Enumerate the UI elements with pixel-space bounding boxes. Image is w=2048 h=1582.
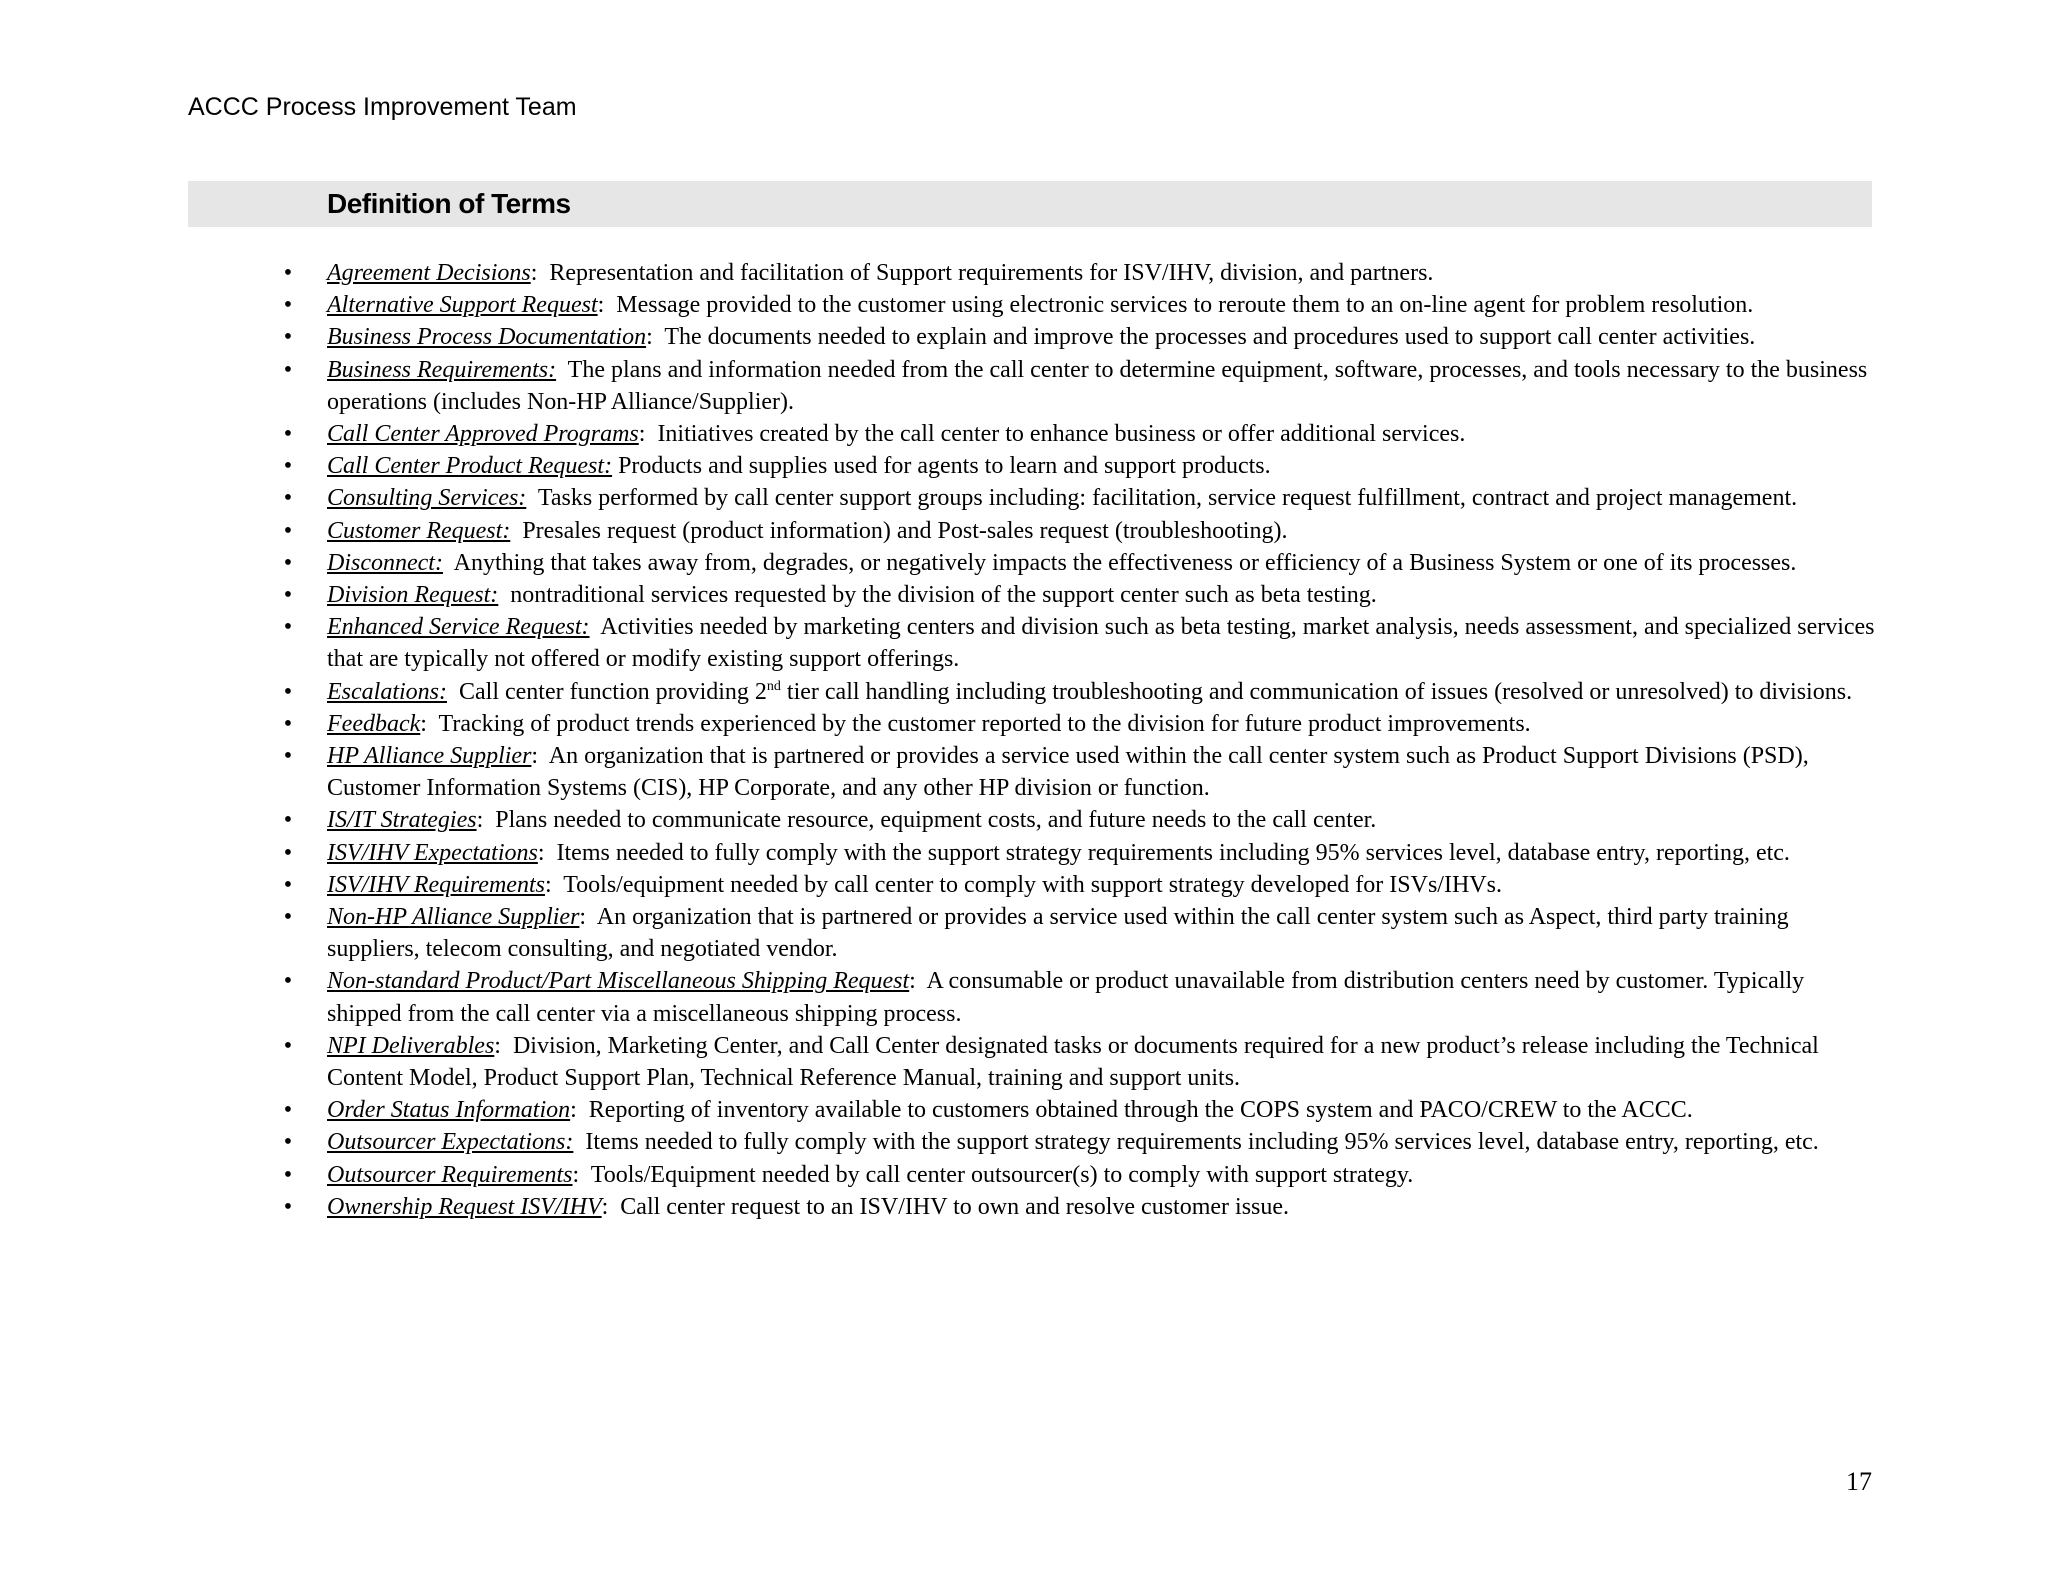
bullet-icon: • [283,421,293,448]
bullet-icon: • [283,260,293,286]
term-item [283,901,1875,965]
term-description: Items needed to fully comply with the support strategy requirements including 95% services level, database entry, reporting, etc. [556,839,1790,866]
term-item [283,708,1875,740]
term-separator [556,357,568,383]
term-description: Representation and facilitation of Support requirements for ISV/IHV, division, and partners. [549,260,1434,286]
term-description: Items needed to fully comply with the support strategy requirements including 95% services level, database entry, reporting, etc. [585,1129,1819,1156]
bullet-icon: • [283,678,293,705]
term-separator: : [420,710,439,737]
bullet-icon: • [283,453,293,480]
term-description: Products and supplies used for agents to learn and support products. [618,453,1271,480]
term-item [283,1159,1875,1191]
term-description-part: Call center function providing 2 [459,678,767,705]
term-name: Division Request: [327,582,499,609]
term-name: Alternative Support Request [327,292,598,319]
term-separator: : [597,292,617,319]
bullet-icon: • [283,839,293,866]
term-item [283,1126,1875,1158]
term-separator: : [601,1193,621,1220]
term-name: Ownership Request ISV/IHV [327,1193,602,1220]
term-name: Call Center Approved Programs [327,421,639,448]
term-name: Escalations: [327,678,447,705]
term-description [459,679,1852,705]
bullet-icon: • [283,710,293,737]
term-separator: : [494,1032,513,1059]
term-name: Order Status Information [327,1097,571,1124]
term-item [283,804,1875,836]
term-item [283,837,1875,869]
bullet-icon: • [283,871,293,898]
term-separator [510,518,522,544]
term-name: Feedback [327,710,421,737]
bullet-icon: • [283,356,293,383]
term-separator: : [572,1161,591,1188]
bullet-icon: • [283,807,293,834]
ordinal-superscript: nd [766,678,781,694]
term-description-part: tier call handling including troubleshooting and communication of issues (resolved or unresolved) to divisions. [780,678,1853,705]
term-description: An organization that is partnered or provides a service used within the call center system such as Aspect, third party training suppliers, telecom consulting, and negotiated vendor. [327,904,1789,963]
bullet-icon: • [283,324,293,351]
term-separator [443,550,454,576]
term-item [283,515,1875,547]
term-description: An organization that is partnered or provides a service used within the call center system such as Product Support Divisions (PSD), Customer Information Systems (CIS), HP Corporate, and any other HP division or function. [327,743,1809,802]
bullet-icon: • [283,292,293,319]
term-separator: : [476,807,496,834]
term-separator: : [544,871,564,898]
term-description: Reporting of inventory available to customers obtained through the COPS system and PACO/CREW to the ACCC. [588,1097,1693,1124]
page-number: 17 [1846,1467,1872,1496]
term-name: Call Center Product Request: [327,453,613,480]
term-description: nontraditional services requested by the division of the support center such as beta testing. [510,582,1377,609]
term-description: Division, Marketing Center, and Call Center designated tasks or documents required for a new product’s release including the Technical Content Model, Product Support Plan, Technical Reference Manual, training and support units. [327,1032,1819,1092]
term-name: Non-standard Product/Part Miscellaneous Shipping Request [327,968,910,995]
term-name: Agreement Decisions [327,260,531,286]
term-name: Outsourcer Expectations: [327,1129,574,1156]
term-description: Activities needed by marketing centers and division such as beta testing, market analysis, needs assessment, and specialized services that are typically not offered or modify existing support offerings. [327,614,1875,673]
term-item [283,547,1875,579]
bullet-icon: • [283,904,293,931]
bullet-icon: • [283,485,293,512]
term-name: Disconnect: [327,549,443,576]
term-separator: : [570,1097,589,1124]
term-name: Enhanced Service Request: [327,614,590,641]
term-item [283,676,1875,708]
term-description: Tasks performed by call center support groups including: facilitation, service request fulfillment, contract and project management. [537,485,1798,512]
term-description: Call center request to an ISV/IHV to own and resolve customer issue. [620,1193,1290,1220]
term-description: Message provided to the customer using electronic services to reroute them to an on-line agent for problem resolution. [616,292,1754,319]
term-item [283,1030,1875,1094]
term-name: IS/IT Strategies [327,807,477,834]
term-description: Initiatives created by the call center to enhance business or offer additional services. [657,421,1466,448]
term-item [283,869,1875,901]
bullet-icon: • [283,549,293,576]
term-name: Outsourcer Requirements [327,1161,573,1188]
term-item [283,257,1875,289]
term-item [283,965,1875,1029]
term-item [283,611,1875,675]
term-item [283,1191,1875,1223]
term-separator: : [579,904,597,931]
term-separator: : [530,260,550,286]
bullet-icon: • [283,614,293,641]
term-description: A consumable or product unavailable from distribution centers need by customer. Typically shipped from the call center via a miscellaneous shipping process. [327,968,1805,1027]
term-name: Business Process Documentation [327,324,647,351]
term-separator: : [531,743,549,770]
term-name: HP Alliance Supplier [327,743,532,770]
term-separator [447,679,459,705]
term-description: The documents needed to explain and improve the processes and procedures used to support call center activities. [664,324,1756,351]
term-item [283,740,1875,804]
bullet-icon: • [283,1161,293,1188]
bullet-icon: • [283,582,293,609]
term-item [283,289,1875,321]
term-item [283,418,1875,450]
term-name: NPI Deliverables [327,1032,495,1059]
term-separator: : [909,968,927,995]
term-name: Business Requirements: [327,356,557,383]
term-separator: : [638,421,658,448]
term-description: The plans and information needed from the call center to determine equipment, software, processes, and tools necessary to the business operations (includes Non-HP Alliance/Supplier). [327,356,1868,415]
term-item [283,450,1875,482]
section-title: Definition of Terms [327,188,571,219]
term-name: ISV/IHV Requirements [327,871,545,898]
term-description: Presales request (product information) and Post-sales request (troubleshooting). [522,517,1288,544]
term-name: Customer Request: [327,517,511,544]
definition-list [283,257,1875,1223]
term-separator [498,582,510,608]
bullet-icon: • [283,968,293,995]
term-description: Tracking of product trends experienced by the customer reported to the division for future product improvements. [438,710,1531,737]
term-item [283,579,1875,611]
term-item [283,354,1875,418]
bullet-icon: • [283,1032,293,1059]
bullet-icon: • [283,517,293,544]
term-description: Anything that takes away from, degrades, or negatively impacts the effectiveness or efficiency of a Business System or one of its processes. [453,549,1797,576]
term-separator [526,485,538,511]
section-heading-bar [188,181,1872,227]
bullet-icon: • [283,743,293,770]
term-item [283,321,1875,353]
term-separator: : [537,839,557,866]
term-description: Tools/equipment needed by call center to comply with support strategy developed for ISVs/IHVs. [563,871,1502,898]
term-separator: : [646,324,665,351]
running-header: ACCC Process Improvement Team [188,93,577,121]
term-separator [590,614,601,640]
term-item [283,1094,1875,1126]
bullet-icon: • [283,1129,293,1156]
term-name: Consulting Services: [327,485,527,512]
term-separator [573,1129,585,1155]
term-name: ISV/IHV Expectations [327,839,538,866]
term-name: Non-HP Alliance Supplier [327,904,580,931]
term-description: Tools/Equipment needed by call center outsourcer(s) to comply with support strategy. [590,1161,1414,1188]
bullet-icon: • [283,1193,293,1220]
term-item [283,482,1875,514]
bullet-icon: • [283,1097,293,1124]
term-description: Plans needed to communicate resource, equipment costs, and future needs to the call center. [495,807,1377,834]
